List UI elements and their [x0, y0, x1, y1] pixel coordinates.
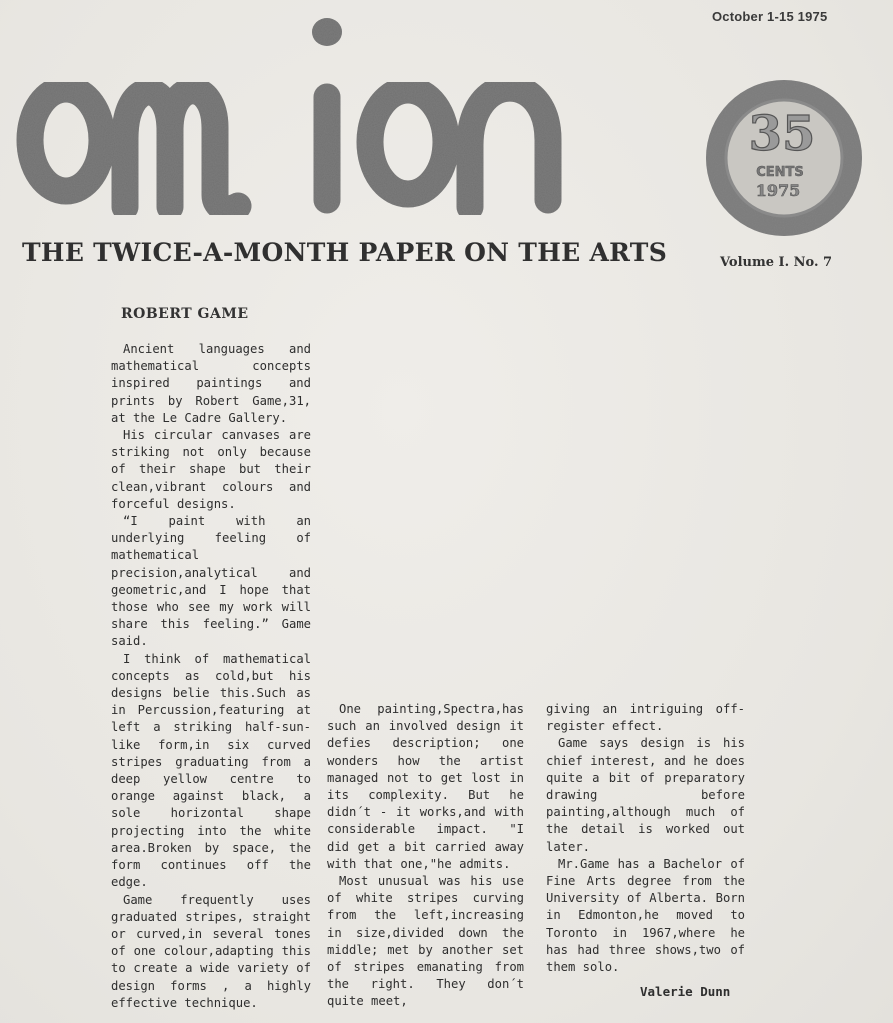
- paragraph: One painting,Spectra,has such an involved design it defies description; one wonders how the artist managed not to get lost in its complexity. But he didn´t - it works,and with considerable impact. "I did get a bit carried away with that one,"he admits.: [327, 702, 524, 871]
- paragraph: His circular canvases are striking not only because of their shape but their clean,vibrant colours and forceful designs.: [111, 428, 311, 511]
- paragraph: Mr.Game has a Bachelor of Fine Arts degree from the University of Alberta. Born in Edmonton,he moved to Toronto in 1967,where he has had three shows,two of them solo.: [546, 856, 745, 975]
- paragraph: Most unusual was his use of white stripes curving from the left,increasing in size,divided down the middle; met by another set of stripes emanating from the right. They don´t quite meet,: [327, 874, 524, 1009]
- article-column-2: [327, 701, 524, 1011]
- logo-wordmark: [30, 88, 548, 209]
- price-badge-amount: 35: [748, 106, 816, 162]
- paragraph: giving an intriguing off-register effect.: [546, 702, 745, 734]
- article-byline: Valerie Dunn: [640, 984, 731, 999]
- article-column-3: [546, 701, 745, 976]
- price-badge-year: 1975: [755, 181, 801, 200]
- paragraph: I think of mathematical concepts as cold,but his designs belie this.Such as in Percussion,featuring at left a striking half-sun-like form,in six curved stripes graduating from a deep yellow centre to orange against black, a sole horizontal shape projecting into the white area.Broken by space, the form continues off the edge.: [111, 651, 311, 890]
- paragraph: Game says design is his chief interest, and he does quite a bit of preparatory drawing before painting,although much of the detail is worked out later.: [546, 736, 745, 854]
- logo-i-dot: [312, 18, 342, 46]
- tagline: THE TWICE-A-MONTH PAPER ON THE ARTS: [22, 238, 668, 267]
- issue-date: October 1-15 1975: [712, 9, 828, 24]
- volume-number: Volume I. No. 7: [720, 255, 833, 270]
- article-headline: ROBERT GAME: [121, 306, 249, 322]
- article-column-1: [111, 341, 311, 1012]
- paragraph: “I paint with an underlying feeling of mathematical precision,analytical and geometric,and I hope that those who see my work will share this feeling.” Game said.: [111, 514, 311, 649]
- paragraph: Ancient languages and mathematical concepts inspired paintings and prints by Robert Game,31, at the Le Cadre Gallery.: [111, 342, 311, 425]
- price-badge-unit: CENTS: [756, 165, 804, 180]
- paragraph: Game frequently uses graduated stripes, straight or curved,in several tones of one colour,adapting this to create a wide variety of design forms , a highly effective technique.: [111, 892, 311, 1010]
- price-badge-icon: [706, 80, 862, 236]
- masthead-logo: [0, 0, 893, 240]
